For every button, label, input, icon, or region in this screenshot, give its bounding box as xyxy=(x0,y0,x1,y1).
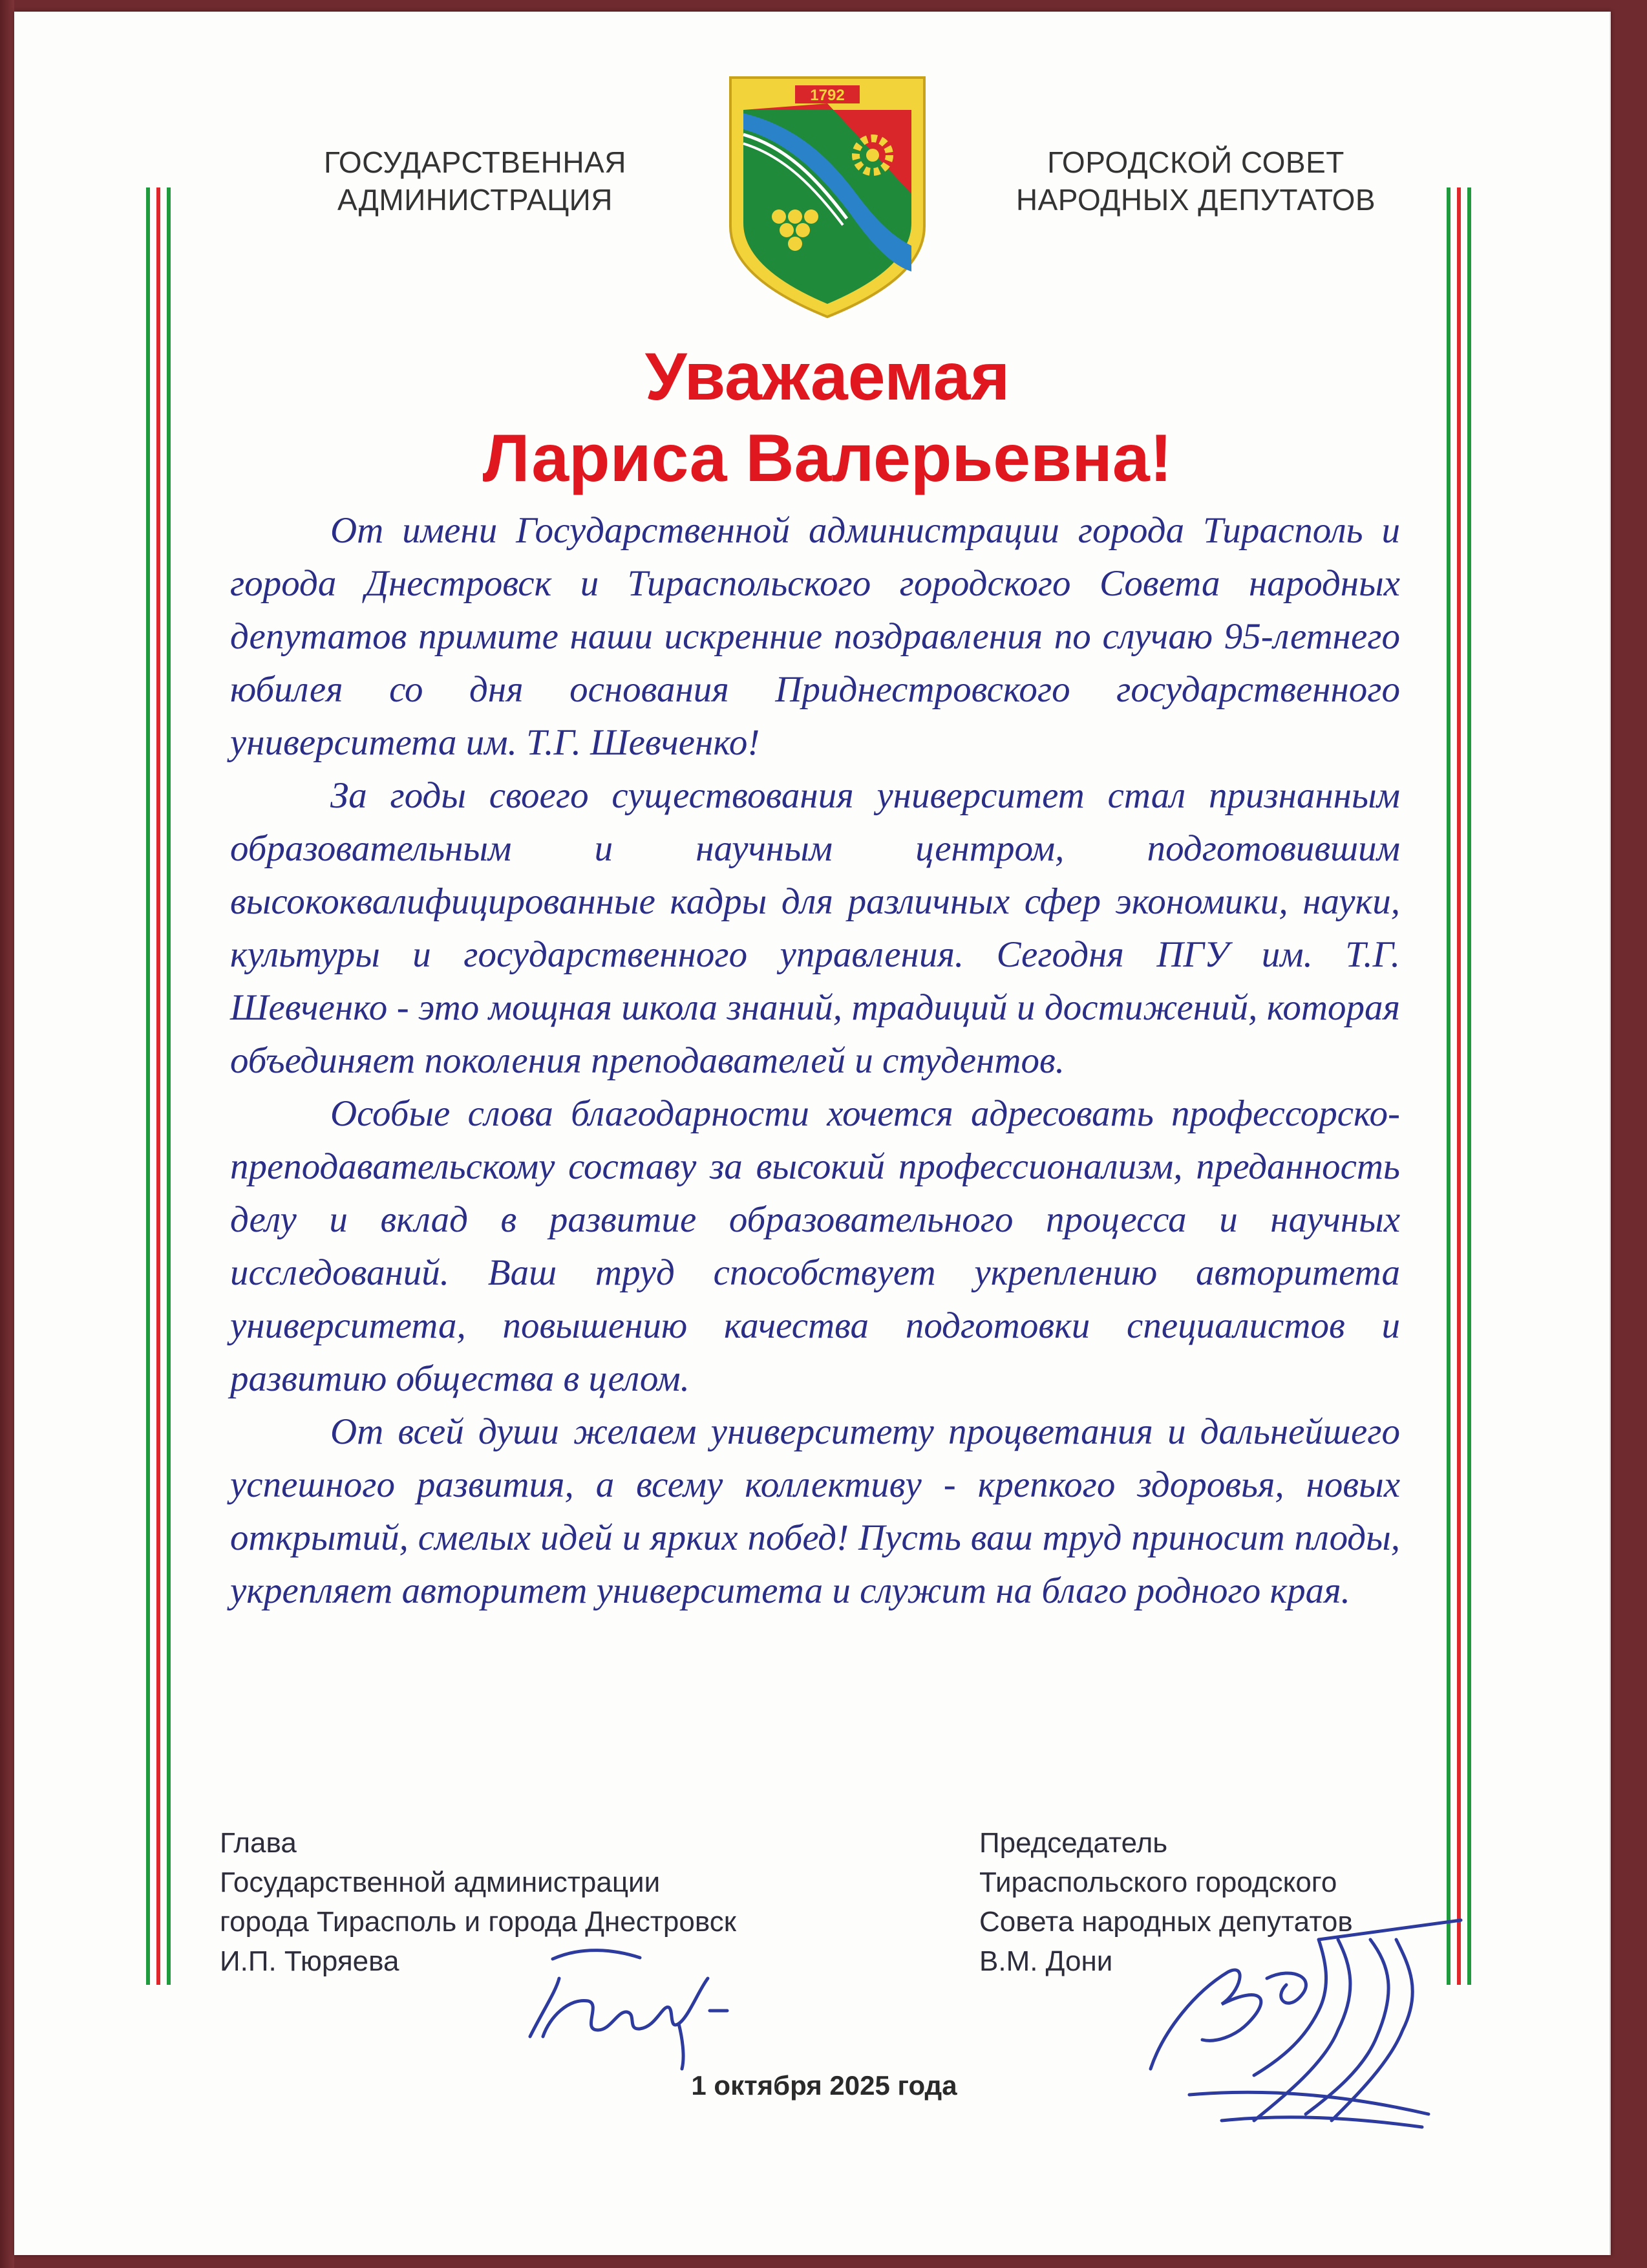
city-coat-of-arms-icon xyxy=(717,65,937,323)
signatory-left-org: Государственной администрации xyxy=(220,1867,661,1898)
signatory-right-org-cont: Совета народных депутатов xyxy=(979,1906,1353,1938)
body-paragraph: За годы своего существования университет стал признанным образовательным и научным центром, подготовившим высококвалифицированные кадры для различных сфер экономики, науки, культуры и государственного управления. Сегодня ПГУ им. Т.Г. Шевченко - это мощная школа знаний, традиций и достижений, которая объединяет поколения преподавателей и студентов. xyxy=(230,775,1400,1081)
body-paragraph: От имени Государственной администрации города Тирасполь и города Днестровск и Тираспольского городского Совета народных депутатов примите наши искренние поздравления по случаю 95-летнего юбилея со дня основания Приднестровского государственного университета им. Т.Г. Шевченко! xyxy=(230,510,1400,763)
header-state-administration xyxy=(246,144,705,219)
header-right-line2: НАРОДНЫХ ДЕПУТАТОВ xyxy=(1015,183,1376,217)
signatory-right-org: Тираспольского городского xyxy=(979,1867,1337,1898)
right-tricolor-stripe xyxy=(1447,187,1472,1985)
header-left-line1: ГОСУДАРСТВЕННАЯ xyxy=(324,145,626,179)
body-paragraph: Особые слова благодарности хочется адресовать профессорско-преподавательскому составу за высокий профессионализм, преданность делу и вклад в развитие образовательного процесса и научных исследований. Ваш труд способствует укреплению авторитета университета, повышению качества подготовки специалистов и развитию общества в целом. xyxy=(230,1093,1400,1399)
signatory-left-title: Глава xyxy=(220,1827,297,1859)
letter-date: 1 октября 2025 года xyxy=(691,2070,957,2101)
header-right-line1: ГОРОДСКОЙ СОВЕТ xyxy=(1047,145,1344,179)
letter-body xyxy=(230,504,1400,1618)
handwritten-signature-left xyxy=(504,1940,737,2082)
handwritten-signature-right xyxy=(1125,1901,1474,2146)
sheet-fold-line xyxy=(1610,12,1611,2255)
coat-year-text: 1792 xyxy=(810,87,845,104)
header-left-line2: АДМИНИСТРАЦИЯ xyxy=(337,183,613,217)
body-paragraph: От всей души желаем университету процветания и дальнейшего успешного развития, а всему коллективу - крепкого здоровья, новых открытий, смелых идей и ярких побед! Пусть ваш труд приносит плоды, укрепляет авторитет университета и служит на благо родного края. xyxy=(230,1411,1400,1611)
signatory-right-name: В.М. Дони xyxy=(979,1945,1113,1977)
greeting-recipient-name: Лариса Валерьевна! xyxy=(482,421,1173,496)
folder-edge xyxy=(0,0,14,2268)
greeting-salutation: Уважаемая xyxy=(644,339,1010,414)
signatory-right-title: Председатель xyxy=(979,1827,1168,1859)
signatory-left-org-cont: города Тирасполь и города Днестровск xyxy=(220,1906,737,1938)
header-city-council xyxy=(950,144,1441,219)
left-tricolor-stripe xyxy=(146,187,172,1985)
signatory-left-name: И.П. Тюряева xyxy=(220,1945,399,1977)
